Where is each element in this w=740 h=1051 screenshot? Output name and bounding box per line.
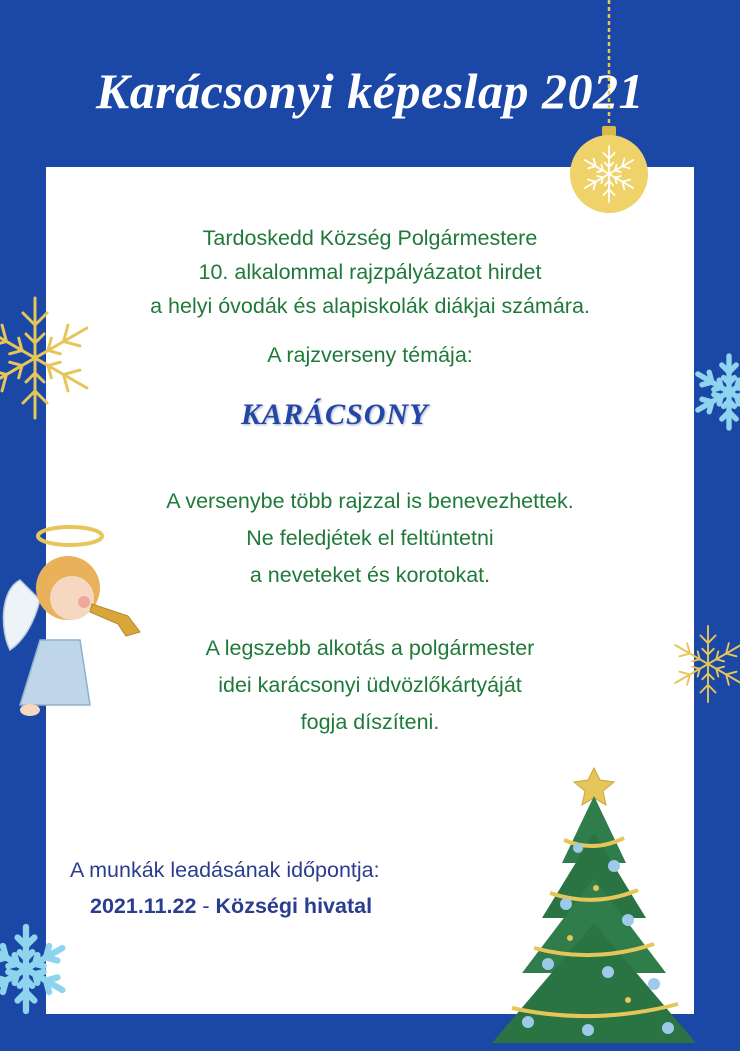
info-line: A versenybe több rajzzal is benevezhettek. [166,489,574,513]
prize-line: idei karácsonyi üdvözlőkártyáját [218,673,522,697]
deadline-place: Községi hivatal [215,894,373,918]
intro-line: 10. alkalommal rajzpályázatot hirdet [198,260,542,284]
intro-line: a helyi óvodák és alapiskolák diákjai számára. [150,294,590,318]
theme-value: KARÁCSONY [241,398,429,431]
prize-line: A legszebb alkotás a polgármester [205,636,535,660]
deadline-separator: - [196,894,216,918]
info-line: Ne feledjétek el feltüntetni [246,526,494,550]
christmas-tree-illustration [478,768,740,1051]
info-line: a neveteket és korotokat. [249,563,491,587]
snowflake-icon [0,924,58,1014]
deadline-label: A munkák leadásának időpontja: [70,858,380,882]
intro-line: Tardoskedd Község Polgármestere [202,226,538,250]
prize-line: fogja díszíteni. [300,710,440,734]
deadline-details [90,894,372,919]
theme-label: A rajzverseny témája: [267,343,473,367]
page-title: Karácsonyi képeslap 2021 [95,63,645,119]
deadline-date: 2021.11.22 [90,894,197,918]
hanging-ornament-icon [566,0,656,220]
